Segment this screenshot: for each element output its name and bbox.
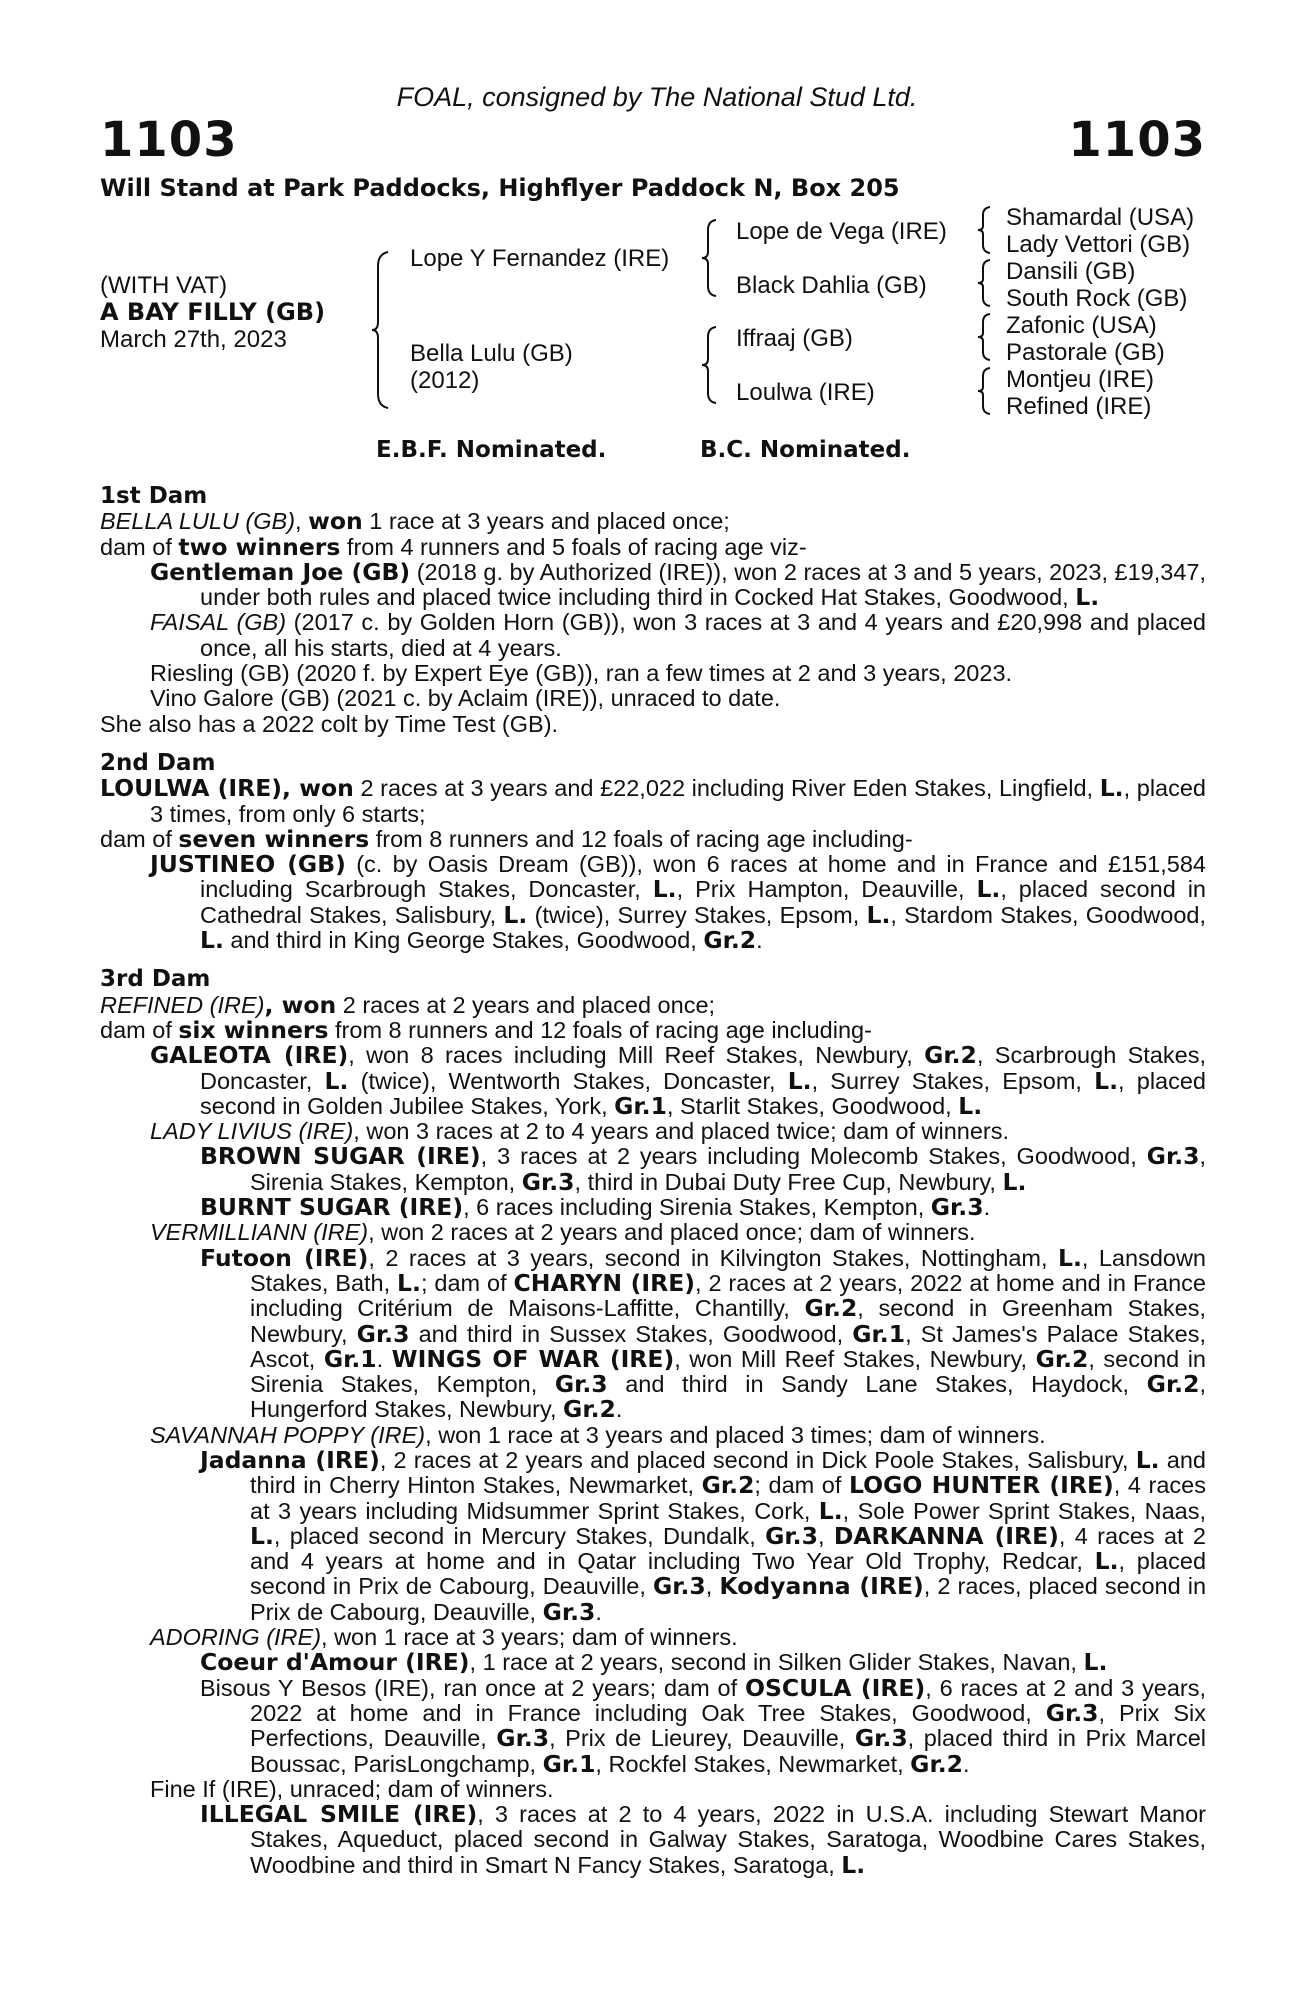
produce-entry: ADORING (IRE), won 1 race at 3 years; dam of winners.	[150, 1624, 738, 1651]
produce-entry: ILLEGAL SMILE (IRE), 3 races at 2 to 4 years, 2022 in U.S.A. including Stewart Manor Stakes, Aqueduct, placed second in Galway Stakes, Saratoga, Woodbine Cares Stakes, Woodbine and third in Smart N Fancy Stakes, Saratoga, L.	[200, 1800, 1206, 1879]
dam-year: (2012)	[410, 367, 480, 394]
consignor-line: FOAL, consigned by The National Stud Ltd.	[396, 82, 918, 112]
sire-dam: Black Dahlia (GB)	[736, 272, 927, 299]
lot-number-right: 1103	[1068, 112, 1206, 168]
sire-sire: Lope de Vega (IRE)	[736, 218, 947, 245]
dam: Bella Lulu (GB)	[410, 340, 573, 367]
produce-entry: BROWN SUGAR (IRE), 3 races at 2 years including Molecomb Stakes, Goodwood, Gr.3, Sirenia Stakes, Kempton, Gr.3, third in Dubai Duty Free Cup, Newbury, L.	[200, 1142, 1207, 1196]
produce-entry: SAVANNAH POPPY (IRE), won 1 race at 3 years and placed 3 times; dam of winners.	[150, 1421, 1046, 1448]
first-dam-line: BELLA LULU (GB), won 1 race at 3 years and placed once;	[100, 507, 730, 536]
produce-note: She also has a 2022 colt by Time Test (GB).	[100, 710, 559, 737]
ebf-nominated: E.B.F. Nominated.	[376, 437, 607, 463]
produce-entry: BURNT SUGAR (IRE), 6 races including Sirenia Stakes, Kempton, Gr.3.	[200, 1193, 991, 1222]
stand-location: Will Stand at Park Paddocks, Highflyer Paddock N, Box 205	[100, 174, 900, 202]
second-dam-line: LOULWA (IRE), won 2 races at 3 years and £22,022 including River Eden Stakes, Lingfield, L., placed 3 times, from only 6 starts;	[100, 774, 1206, 827]
produce-entry: Bisous Y Besos (IRE), ran once at 2 years; dam of OSCULA (IRE), 6 races at 2 and 3 years, 2022 at home and in France including Oak Tree Stakes, Goodwood, Gr.3, Prix Six Perfections, Deauville, Gr.3, Prix de Lieurey, Deauville, Gr.3, placed third in Prix Marcel Boussac, ParisLongchamp, Gr.1, Rockfel Stakes, Newmarket, Gr.2.	[200, 1673, 1206, 1778]
foaling-date: March 27th, 2023	[100, 326, 287, 353]
first-dam-produce-summary: dam of two winners from 4 runners and 5 foals of racing age viz-	[100, 532, 807, 561]
dam-dam: Loulwa (IRE)	[736, 379, 875, 406]
pedigree-brace-2a	[700, 218, 720, 298]
produce-entry: Jadanna (IRE), 2 races at 2 years and placed second in Dick Poole Stakes, Salisbury, L. and third in Cherry Hinton Stakes, Newmarket, Gr.2; dam of LOGO HUNTER (IRE), 4 races at 3 years including Midsummer Sprint Stakes, Cork, L., Sole Power Sprint Stakes, Naas, L., placed second in Mercury Stakes, Dundalk, Gr.3, DARKANNA (IRE), 4 races at 2 and 4 years at home and in Qatar including Two Year Old Trophy, Redcar, L., placed second in Prix de Cabourg, Deauville, Gr.3, Kodyanna (IRE), 2 races, placed second in Prix de Cabourg, Deauville, Gr.3.	[200, 1445, 1207, 1626]
dam-dam-dam: Refined (IRE)	[1006, 393, 1152, 420]
pedigree-brace-3c	[976, 312, 994, 362]
pedigree-brace-3d	[976, 366, 994, 416]
produce-entry: FAISAL (GB) (2017 c. by Golden Horn (GB)), won 3 races at 3 and 4 years and £20,998 and placed once, all his starts, died at 4 years.	[150, 609, 1206, 661]
produce-entry: LADY LIVIUS (IRE), won 3 races at 2 to 4 years and placed twice; dam of winners.	[150, 1118, 1010, 1145]
dam-sire-dam: Pastorale (GB)	[1006, 339, 1165, 366]
third-dam-line: REFINED (IRE), won 2 races at 2 years and placed once;	[100, 990, 716, 1019]
sire-dam-dam: South Rock (GB)	[1006, 285, 1188, 312]
produce-entry: Riesling (GB) (2020 f. by Expert Eye (GB)), ran a few times at 2 and 3 years, 2023.	[150, 660, 1013, 687]
sire-sire-dam: Lady Vettori (GB)	[1006, 231, 1191, 258]
lot-number-left: 1103	[100, 112, 238, 168]
produce-entry: Futoon (IRE), 2 races at 3 years, second in Kilvington Stakes, Nottingham, L., Lansdown Stakes, Bath, L.; dam of CHARYN (IRE), 2 races at 2 years, 2022 at home and in France including Critérium de Maisons-Laffitte, Chantilly, Gr.2, second in Greenham Stakes, Newbury, Gr.3 and third in Sussex Stakes, Goodwood, Gr.1, St James's Palace Stakes, Ascot, Gr.1. WINGS OF WAR (IRE), won Mill Reef Stakes, Newbury, Gr.2, second in Sirenia Stakes, Kempton, Gr.3 and third in Sandy Lane Stakes, Haydock, Gr.2, Hungerford Stakes, Newbury, Gr.2.	[200, 1243, 1207, 1424]
third-dam-heading: 3rd Dam	[100, 966, 211, 993]
catalogue-body	[100, 484, 1206, 1878]
vat-note: (WITH VAT)	[100, 272, 228, 299]
produce-entry: GALEOTA (IRE), won 8 races including Mill Reef Stakes, Newbury, Gr.2, Scarbrough Stakes, Doncaster, L. (twice), Wentworth Stakes, Doncaster, L., Surrey Stakes, Epsom, L., placed second in Golden Jubilee Stakes, York, Gr.1, Starlit Stakes, Goodwood, L.	[150, 1041, 1206, 1120]
horse-name: A BAY FILLY (GB)	[100, 298, 326, 326]
bc-nominated: B.C. Nominated.	[700, 437, 911, 463]
pedigree-brace-1	[370, 250, 394, 410]
sire-sire-sire: Shamardal (USA)	[1006, 204, 1195, 231]
pedigree-brace-3a	[976, 205, 994, 255]
sire-dam-sire: Dansili (GB)	[1006, 258, 1136, 285]
dam-sire: Iffraaj (GB)	[736, 325, 853, 352]
third-dam-produce-summary: dam of six winners from 8 runners and 12 foals of racing age including-	[100, 1015, 872, 1044]
produce-entry: VERMILLIANN (IRE), won 2 races at 2 years and placed once; dam of winners.	[150, 1219, 976, 1246]
pedigree-brace-3b	[976, 258, 994, 308]
second-dam-produce-summary: dam of seven winners from 8 runners and 12 foals of racing age including-	[100, 824, 913, 853]
second-dam-heading: 2nd Dam	[100, 749, 216, 776]
dam-sire-sire: Zafonic (USA)	[1006, 312, 1157, 339]
dam-dam-sire: Montjeu (IRE)	[1006, 366, 1155, 393]
produce-entry: Fine If (IRE), unraced; dam of winners.	[150, 1775, 554, 1802]
sire: Lope Y Fernandez (IRE)	[410, 245, 670, 272]
first-dam-heading: 1st Dam	[100, 483, 208, 509]
produce-entry: JUSTINEO (GB) (c. by Oasis Dream (GB)), won 6 races at home and in France and £151,584 including Scarbrough Stakes, Doncaster, L., Prix Hampton, Deauville, L., placed second in Cathedral Stakes, Salisbury, L. (twice), Surrey Stakes, Epsom, L., Stardom Stakes, Goodwood, L. and third in King George Stakes, Goodwood, Gr.2.	[150, 850, 1207, 955]
pedigree-brace-2b	[700, 325, 720, 405]
produce-entry: Gentleman Joe (GB) (2018 g. by Authorized (IRE)), won 2 races at 3 and 5 years, 2023, £19,347, under both rules and placed twice including third in Cocked Hat Stakes, Goodwood, L.	[150, 557, 1206, 612]
produce-entry: Vino Galore (GB) (2021 c. by Aclaim (IRE)), unraced to date.	[150, 685, 781, 712]
produce-entry: Coeur d'Amour (IRE), 1 race at 2 years, second in Silken Glider Stakes, Navan, L.	[200, 1648, 1108, 1677]
